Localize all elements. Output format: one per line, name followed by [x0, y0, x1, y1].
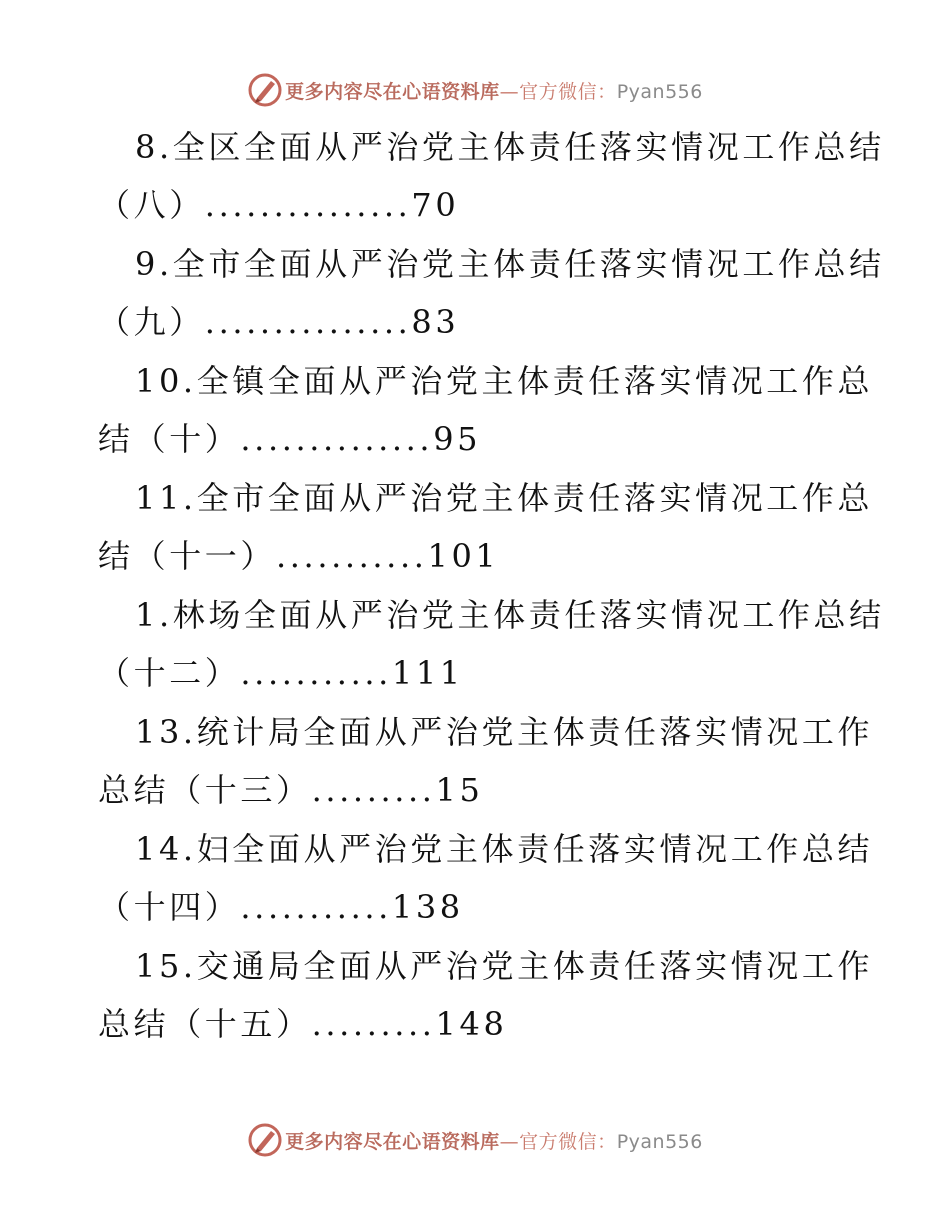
toc-entry	[0, 820, 950, 937]
toc-entry	[0, 118, 950, 235]
toc-entry-title: 13.统计局全面从严治党主体责任落实情况工作	[135, 713, 874, 751]
toc-entry-continuation: （十二）...........111	[98, 654, 464, 692]
header-separator: —	[499, 80, 520, 103]
footer-separator: —	[499, 1130, 520, 1153]
header-watermark	[0, 70, 950, 110]
footer-wechat-id: Pyan556	[616, 1130, 703, 1153]
toc-entry-title: 11.全市全面从严治党主体责任落实情况工作总	[135, 479, 874, 517]
toc-entry	[0, 586, 950, 703]
footer-banner-text	[285, 1127, 703, 1154]
toc-entry	[0, 937, 950, 1054]
toc-entry	[0, 469, 950, 586]
pen-logo-icon	[247, 1122, 283, 1158]
header-wechat-id: Pyan556	[616, 80, 703, 103]
header-brand: 更多内容尽在心语资料库	[285, 80, 500, 103]
header-banner-text	[285, 77, 703, 104]
toc-entry-title: 8.全区全面从严治党主体责任落实情况工作总结	[135, 128, 885, 166]
toc-entry-continuation: 结（十一）...........101	[98, 537, 500, 575]
toc-entry-title: 10.全镇全面从严治党主体责任落实情况工作总	[135, 362, 874, 400]
toc-entry	[0, 703, 950, 820]
toc-entry-title: 14.妇全面从严治党主体责任落实情况工作总结	[135, 830, 874, 868]
toc-entry-continuation: 总结（十五）.........148	[98, 1005, 508, 1043]
footer-watermark	[0, 1120, 950, 1160]
toc-entry-title: 15.交通局全面从严治党主体责任落实情况工作	[135, 947, 874, 985]
footer-brand: 更多内容尽在心语资料库	[285, 1130, 500, 1153]
footer-wechat-label: 官方微信：	[519, 1130, 617, 1153]
table-of-contents	[0, 118, 950, 1054]
toc-entry-continuation: 结（十）..............95	[98, 420, 482, 458]
toc-entry-title: 9.全市全面从严治党主体责任落实情况工作总结	[135, 245, 885, 283]
header-wechat-label: 官方微信：	[519, 80, 617, 103]
toc-entry-continuation: （九）...............83	[98, 303, 460, 341]
toc-entry-continuation: （八）...............70	[98, 186, 460, 224]
toc-entry	[0, 235, 950, 352]
toc-entry-title: 1.林场全面从严治党主体责任落实情况工作总结	[135, 596, 885, 634]
pen-logo-icon	[247, 72, 283, 108]
toc-entry-continuation: 总结（十三）.........15	[98, 771, 484, 809]
toc-entry-continuation: （十四）...........138	[98, 888, 464, 926]
toc-entry	[0, 352, 950, 469]
